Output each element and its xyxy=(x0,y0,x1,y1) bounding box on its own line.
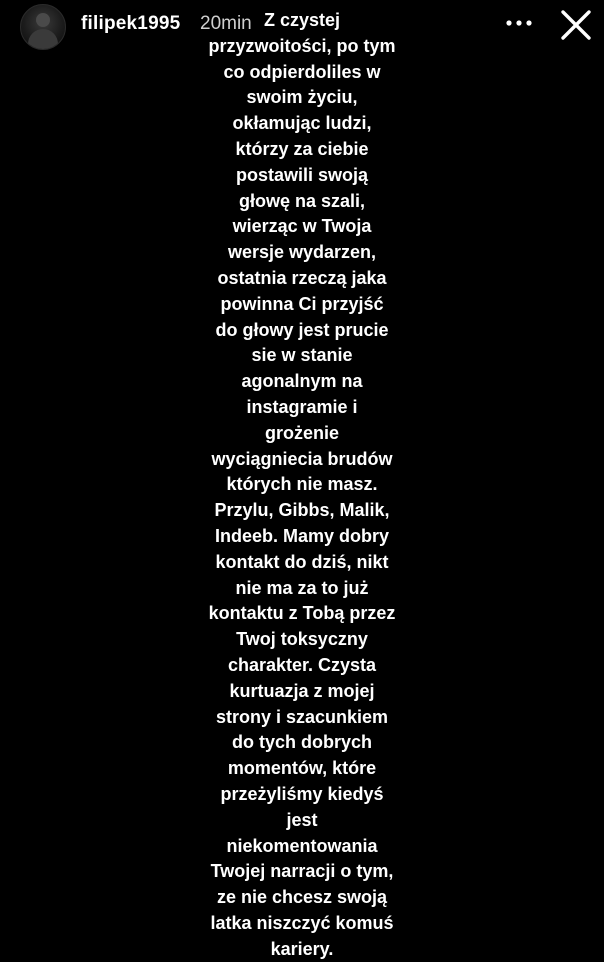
story-text-line: niekomentowania xyxy=(226,835,378,856)
story-text-line: swoim życiu, xyxy=(246,87,358,108)
story-text-line: Z czystej xyxy=(263,10,341,30)
story-text-line: nie ma za to już xyxy=(235,577,369,598)
close-button[interactable] xyxy=(556,5,596,45)
story-text-line: przyzwoitości, po tym xyxy=(208,35,396,56)
story-text-line: do tych dobrych xyxy=(231,732,372,753)
story-text-line: strony i szacunkiem xyxy=(215,706,389,727)
story-text xyxy=(170,8,434,962)
username[interactable]: filipek1995 xyxy=(81,13,181,34)
story-text-line: kurtuazja z mojej xyxy=(229,680,375,701)
story-text-line: kontakt do dziś, nikt xyxy=(215,551,389,572)
story-text-line: grożenie xyxy=(264,422,339,443)
story-text-line: Indeeb. Mamy dobry xyxy=(214,525,390,546)
story-timestamp: 20min xyxy=(200,13,252,34)
story-text-line: ze nie chcesz swoją xyxy=(216,887,388,908)
story-text-line: kontaktu z Tobą przez xyxy=(208,603,396,624)
close-icon xyxy=(556,5,596,45)
story-text-line: sie w stanie xyxy=(251,345,353,366)
more-horizontal-icon xyxy=(506,20,532,26)
story-text-line: których nie masz. xyxy=(226,474,378,495)
story-text-line: charakter. Czysta xyxy=(227,654,377,675)
story-text-line: Przylu, Gibbs, Malik, xyxy=(214,500,390,521)
story-text-line: wyciągniecia brudów xyxy=(211,448,393,469)
story-text-line: okłamując ludzi, xyxy=(232,113,372,134)
more-options-button[interactable] xyxy=(502,8,536,38)
story-text-line: Twojej narracji o tym, xyxy=(210,861,394,882)
story-text-line: co odpierdoliles w xyxy=(223,61,381,82)
story-text-line: ostatnia rzeczą jaka xyxy=(217,267,387,288)
story-text-line: wierząc w Twoja xyxy=(232,216,372,237)
story-text-line: głowę na szali, xyxy=(238,190,366,211)
avatar-shoulders xyxy=(28,29,58,50)
story-text-line: powinna Ci przyjść xyxy=(220,293,384,314)
story-text-line: przeżyliśmy kiedyś xyxy=(220,783,384,804)
story-text-line: momentów, które xyxy=(227,758,377,779)
story-text-line: latka niszczyć komuś xyxy=(210,912,394,933)
story-text-line: jest xyxy=(286,809,318,830)
profile-avatar[interactable] xyxy=(20,4,66,50)
avatar-head xyxy=(36,13,50,27)
story-text-line: którzy za ciebie xyxy=(235,138,369,159)
story-text-line: kariery. xyxy=(270,938,334,959)
story-text-line: do głowy jest prucie xyxy=(215,319,389,340)
story-text-line: agonalnym na xyxy=(241,371,363,392)
story-text-line: Twoj toksyczny xyxy=(236,629,368,650)
story-text-line: wersje wydarzen, xyxy=(227,242,377,263)
story-text-line: instagramie i xyxy=(246,396,358,417)
story-text-line: postawili swoją xyxy=(235,164,369,185)
